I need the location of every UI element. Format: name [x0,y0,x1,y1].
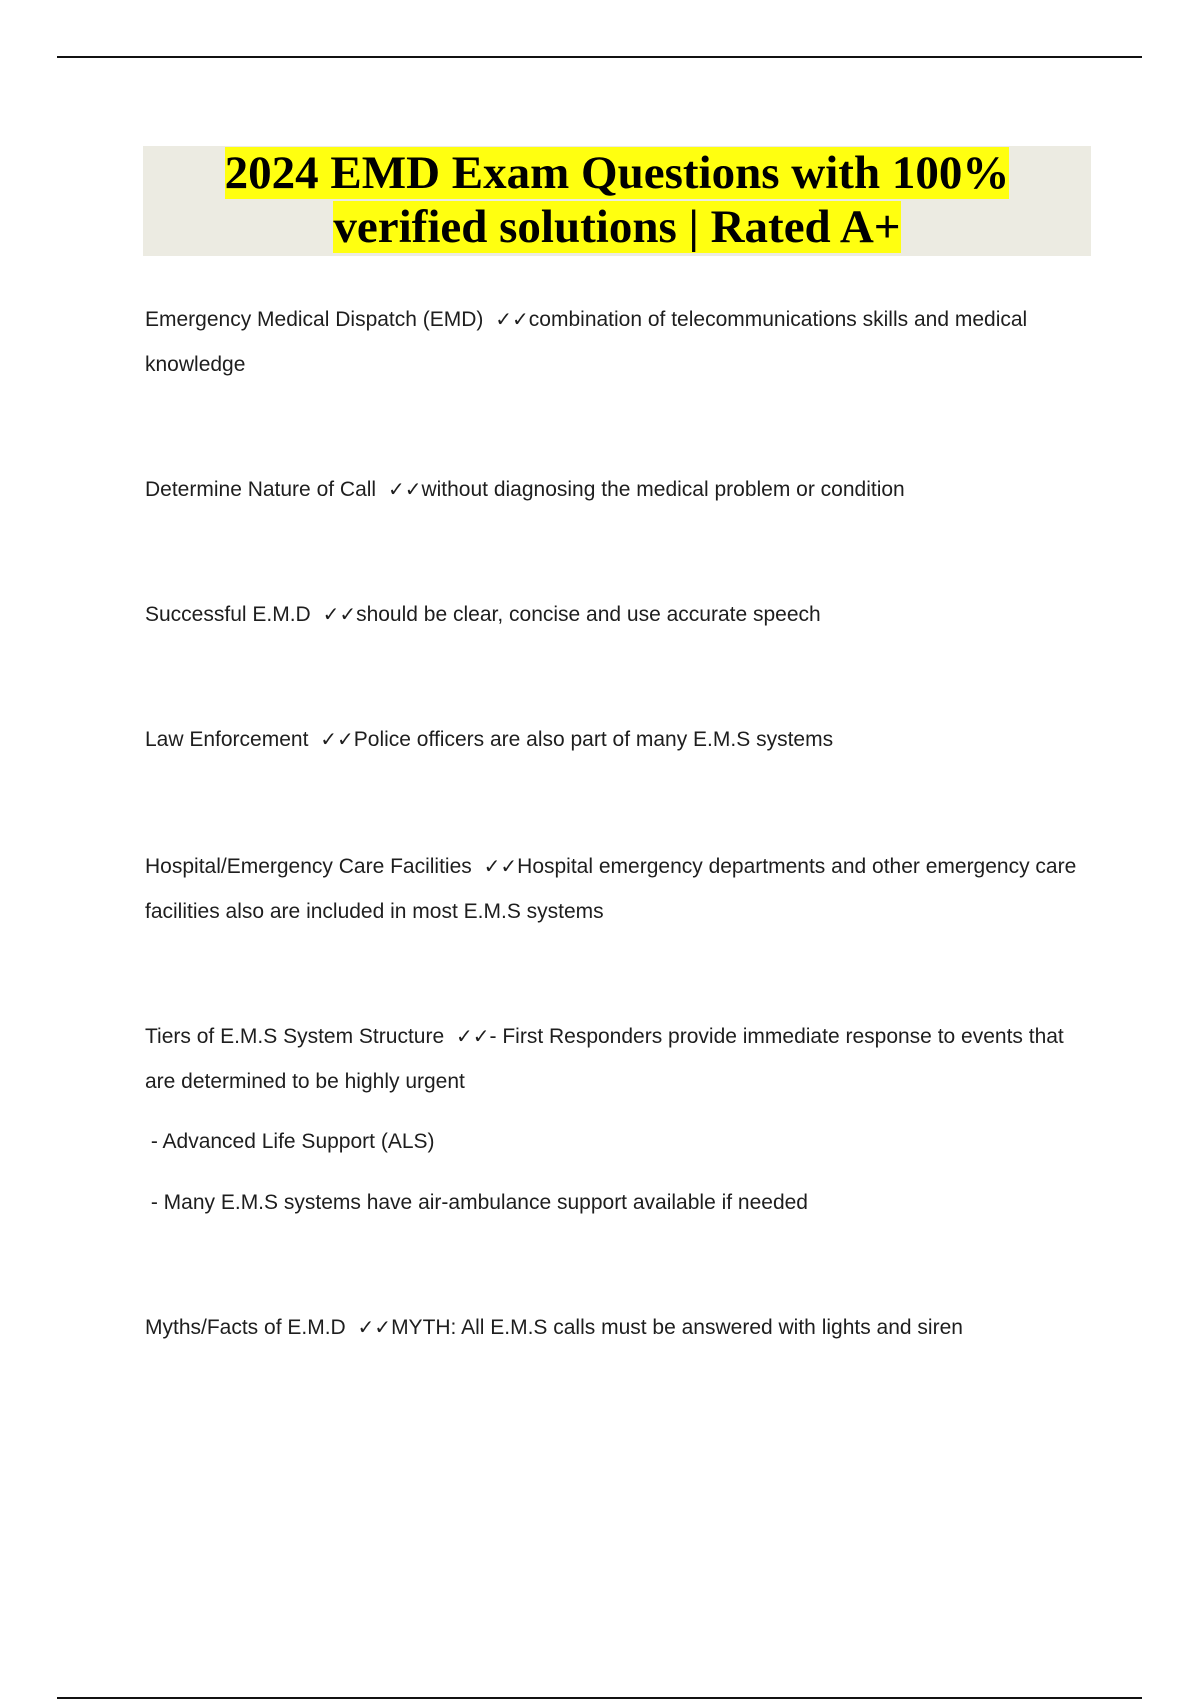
entry-definition: should be clear, concise and use accurate speech [356,603,821,626]
bullet-item-air-ambulance: - Many E.M.S systems have air-ambulance support available if needed [145,1191,808,1214]
entry-term: Law Enforcement [145,728,309,751]
entry-term: Hospital/Emergency Care Facilities [145,855,472,878]
qa-entry-emd [145,297,1085,387]
qa-entry-ems-tiers [145,1014,1085,1104]
double-check-icon: ✓✓ [455,1024,490,1048]
footer-rule [57,1697,1142,1699]
double-check-icon: ✓✓ [495,307,529,331]
qa-entry-nature-of-call [145,467,1085,512]
double-check-icon: ✓✓ [483,854,518,878]
double-check-icon: ✓✓ [357,1315,392,1339]
header-rule [57,56,1142,58]
document-title [143,146,1091,254]
entry-definition: Police officers are also part of many E.M.S systems [353,728,834,751]
qa-entry-law-enforcement [145,717,1085,762]
double-check-icon: ✓✓ [387,477,422,501]
double-check-icon: ✓✓ [322,602,357,626]
entry-definition: Hospital emergency departments and other emergency care facilities also are included in most E.M.S systems [145,855,1077,923]
entry-term: Determine Nature of Call [145,478,377,501]
document-title-text: 2024 EMD Exam Questions with 100% verified solutions | Rated A+ [224,147,1010,253]
qa-entry-hospital-facilities [145,844,1085,934]
entry-term: Tiers of E.M.S System Structure [145,1025,445,1048]
entry-term: Successful E.M.D [145,603,311,626]
entry-term: Myths/Facts of E.M.D [145,1316,346,1339]
double-check-icon: ✓✓ [320,727,354,751]
bullet-item-als: - Advanced Life Support (ALS) [145,1130,435,1153]
qa-entry-successful-emd [145,592,1085,637]
entry-definition: - First Responders provide immediate response to events that are determined to be highly urgent [145,1025,1064,1093]
entry-definition: MYTH: All E.M.S calls must be answered with lights and siren [391,1316,963,1339]
entry-definition: without diagnosing the medical problem or condition [421,478,905,501]
qa-entry-myths-facts [145,1305,1085,1350]
entry-term: Emergency Medical Dispatch (EMD) [145,308,484,331]
entry-definition: combination of telecommunications skills and medical knowledge [145,308,1028,376]
